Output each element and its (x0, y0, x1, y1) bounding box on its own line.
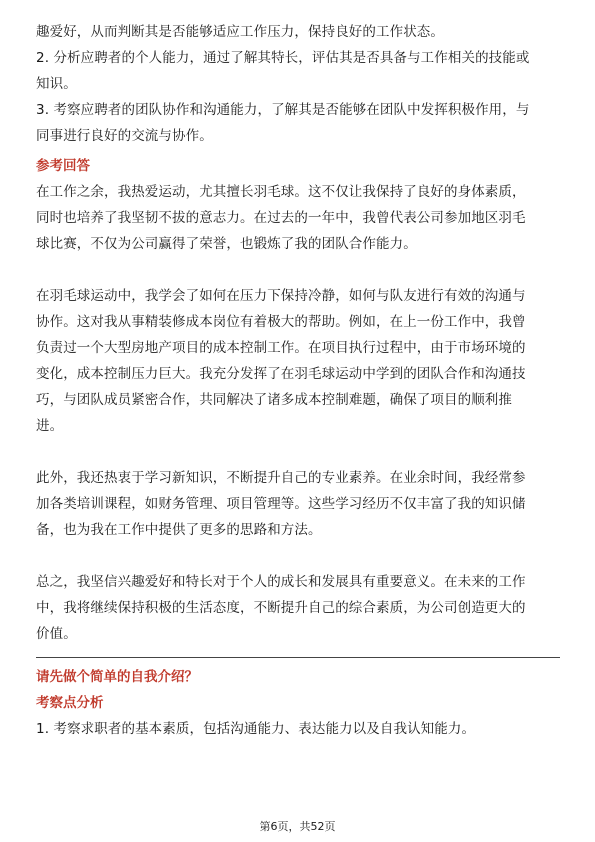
answer-paragraph (36, 179, 560, 257)
analysis-line: 1. 考察求职者的基本素质，包括沟通能力、表达能力以及自我认知能力。 (36, 721, 476, 737)
text-line: 同时也培养了我坚韧不拔的意志力。在过去的一年中，我曾代表公司参加地区羽毛 (36, 210, 526, 226)
text-line: 变化，成本控制压力巨大。我充分发挥了在羽毛球运动中学到的团队合作和沟通技 (36, 366, 526, 382)
document-page (36, 19, 560, 742)
text-line: 在工作之余，我热爱运动，尤其擅长羽毛球。这不仅让我保持了良好的身体素质， (36, 184, 526, 200)
text-line: 价值。 (36, 626, 77, 642)
text-line: 3. 考察应聘者的团队协作和沟通能力，了解其是否能够在团队中发挥积极作用，与 (36, 102, 530, 118)
text-line: 加各类培训课程，如财务管理、项目管理等。这些学习经历不仅丰富了我的知识储 (36, 496, 526, 512)
text-line: 协作。这对我从事精装修成本岗位有着极大的帮助。例如，在上一份工作中，我曾 (36, 314, 526, 330)
text-line: 知识。 (36, 76, 77, 92)
text-line: 总之，我坚信兴趣爱好和特长对于个人的成长和发展具有重要意义。在未来的工作 (36, 574, 526, 590)
text-line: 2. 分析应聘者的个人能力，通过了解其特长，评估其是否具备与工作相关的技能或 (36, 50, 530, 66)
text-line: 中，我将继续保持积极的生活态度，不断提升自己的综合素质，为公司创造更大的 (36, 600, 526, 616)
answer-heading: 参考回答 (36, 158, 90, 174)
question-heading: 请先做个简单的自我介绍？ (36, 669, 198, 685)
intro-section (36, 19, 560, 149)
text-line: 球比赛，不仅为公司赢得了荣誉，也锻炼了我的团队合作能力。 (36, 236, 417, 252)
text-line: 趣爱好，从而判断其是否能够适应工作压力，保持良好的工作状态。 (36, 24, 444, 40)
text-line: 在羽毛球运动中，我学会了如何在压力下保持冷静，如何与队友进行有效的沟通与 (36, 288, 526, 304)
text-line: 同事进行良好的交流与协作。 (36, 128, 213, 144)
answer-paragraph (36, 569, 560, 647)
answer-paragraph (36, 465, 560, 543)
analysis-heading: 考察点分析 (36, 695, 104, 711)
text-line: 备，也为我在工作中提供了更多的思路和方法。 (36, 522, 322, 538)
text-line: 负责过一个大型房地产项目的成本控制工作。在项目执行过程中，由于市场环境的 (36, 340, 526, 356)
text-line: 巧，与团队成员紧密合作，共同解决了诸多成本控制难题，确保了项目的顺利推 (36, 392, 512, 408)
section-divider (36, 657, 560, 658)
text-line: 此外，我还热衷于学习新知识，不断提升自己的专业素养。在业余时间，我经常参 (36, 470, 526, 486)
page-footer: 第6页，共52页 (259, 820, 336, 833)
text-line: 进。 (36, 418, 64, 434)
answer-paragraph (36, 283, 560, 439)
